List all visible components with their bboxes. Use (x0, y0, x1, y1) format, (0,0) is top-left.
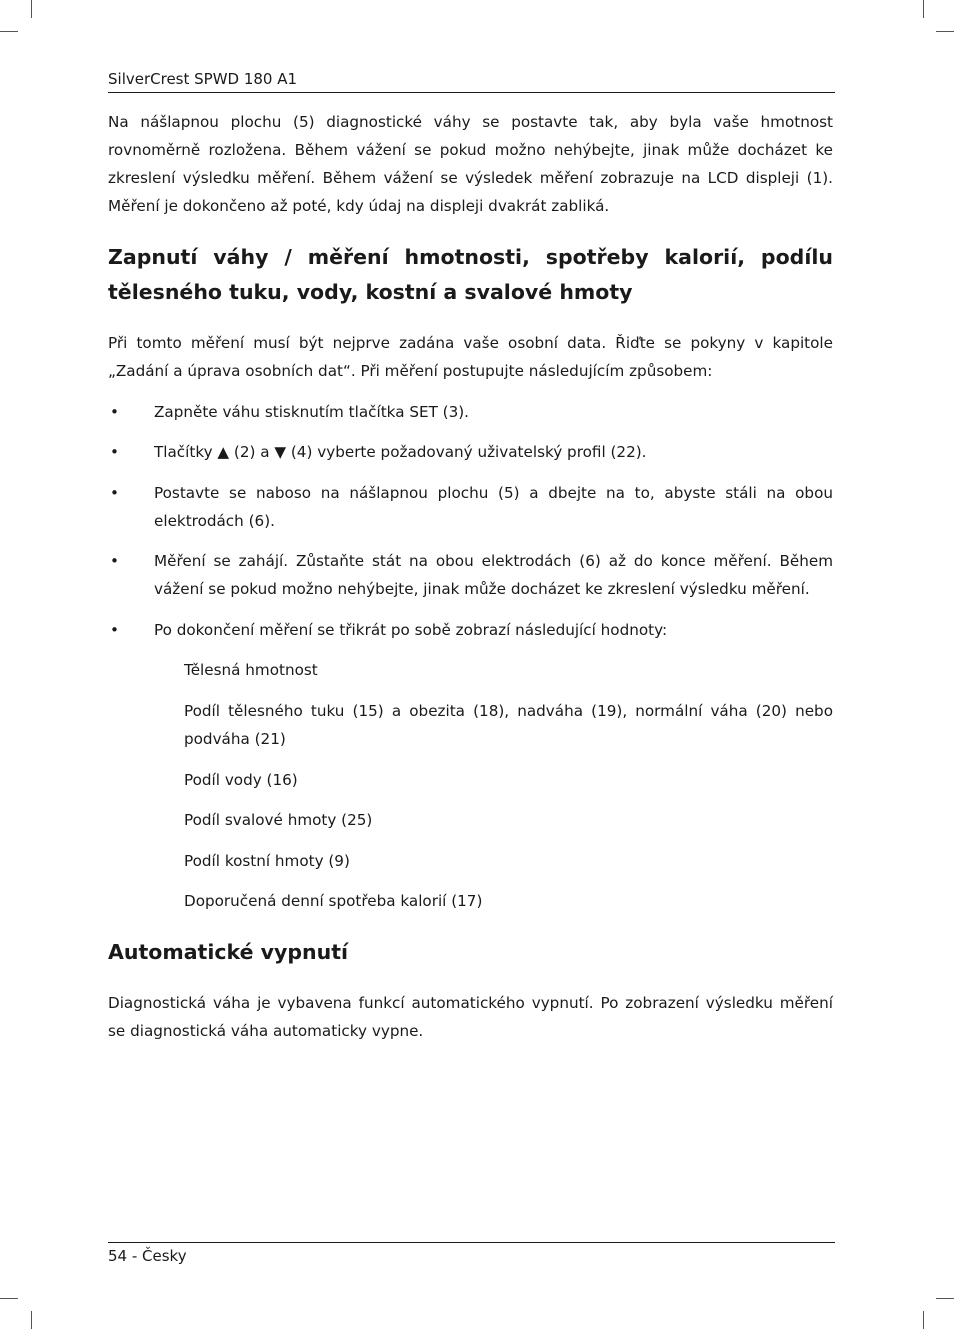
value-item-calories: Doporučená denní spotřeba kalorií (17) (184, 892, 483, 910)
crop-mark-top-right-h (936, 31, 954, 32)
value-item-body-weight: Tělesná hmotnost (184, 661, 318, 679)
crop-mark-bottom-left (31, 1311, 32, 1329)
value-item-muscle: Podíl svalové hmoty (25) (184, 811, 373, 829)
list-item-text: Po dokončení měření se třikrát po sobě zobrazí následující hodnoty: (154, 621, 668, 639)
list-item (108, 616, 833, 644)
crop-mark-bottom-right-h (936, 1298, 954, 1299)
list-item-text: Zapněte váhu stisknutím tlačítka SET (3). (154, 403, 470, 421)
crop-mark-top-left (31, 0, 32, 18)
page-header: SilverCrest SPWD 180 A1 (108, 70, 835, 93)
bullet-marker: • (110, 484, 119, 502)
intro-paragraph: Na nášlapnou plochu (5) diagnostické váhy se postavte tak, aby byla vaše hmotnost rovnoměrně rozložena. Během vážení se pokud možno nehýbejte, jinak může docházet ke zkreslení výsledku měření. Během vážení se výsledek měření zobrazuje na LCD displeji (1). Měření je dokončeno až poté, kdy údaj na displeji dvakrát zabliká. (108, 113, 833, 215)
bullet-marker: • (110, 621, 119, 639)
bullet-marker: • (110, 443, 119, 461)
crop-mark-top-left-h (0, 31, 18, 32)
list-item (108, 479, 833, 535)
list-item-text: Postavte se naboso na nášlapnou plochu (5) a dbejte na to, abyste stáli na obou elektrodách (6). (154, 484, 833, 530)
list-item-text: Tlačítky ▲ (2) a ▼ (4) vyberte požadovaný uživatelský profil (22). (154, 443, 647, 461)
value-item-water: Podíl vody (16) (184, 771, 298, 789)
list-item-text: Měření se zahájí. Zůstaňte stát na obou elektrodách (6) až do konce měření. Během vážení se pokud možno nehýbejte, jinak může docházet ke zkreslení výsledku měření. (154, 552, 833, 598)
bullet-marker: • (110, 403, 119, 421)
list-item (108, 398, 833, 426)
section-heading-auto-off: Automatické vypnutí (108, 940, 349, 964)
list-item (108, 438, 833, 466)
crop-mark-top-right (923, 0, 924, 18)
list-item (108, 547, 833, 603)
section-paragraph-measurement: Při tomto měření musí být nejprve zadána vaše osobní data. Řiďte se pokyny v kapitole „Zadání a úprava osobních dat“. Při měření postupujte následujícím způsobem: (108, 334, 833, 380)
value-item-body-fat: Podíl tělesného tuku (15) a obezita (18), nadváha (19), normální váha (20) nebo podváha (21) (184, 702, 833, 748)
crop-mark-bottom-right (923, 1311, 924, 1329)
page-footer: 54 - Česky (108, 1242, 835, 1265)
value-item-bone: Podíl kostní hmoty (9) (184, 852, 350, 870)
section-heading-measurement: Zapnutí váhy / měření hmotnosti, spotřeby kalorií, podílu tělesného tuku, vody, kostní a svalové hmoty (108, 245, 833, 304)
section-paragraph-auto-off: Diagnostická váha je vybavena funkcí automatického vypnutí. Po zobrazení výsledku měření se diagnostická váha automaticky vypne. (108, 994, 833, 1040)
crop-mark-bottom-left-h (0, 1298, 18, 1299)
bullet-marker: • (110, 552, 119, 570)
